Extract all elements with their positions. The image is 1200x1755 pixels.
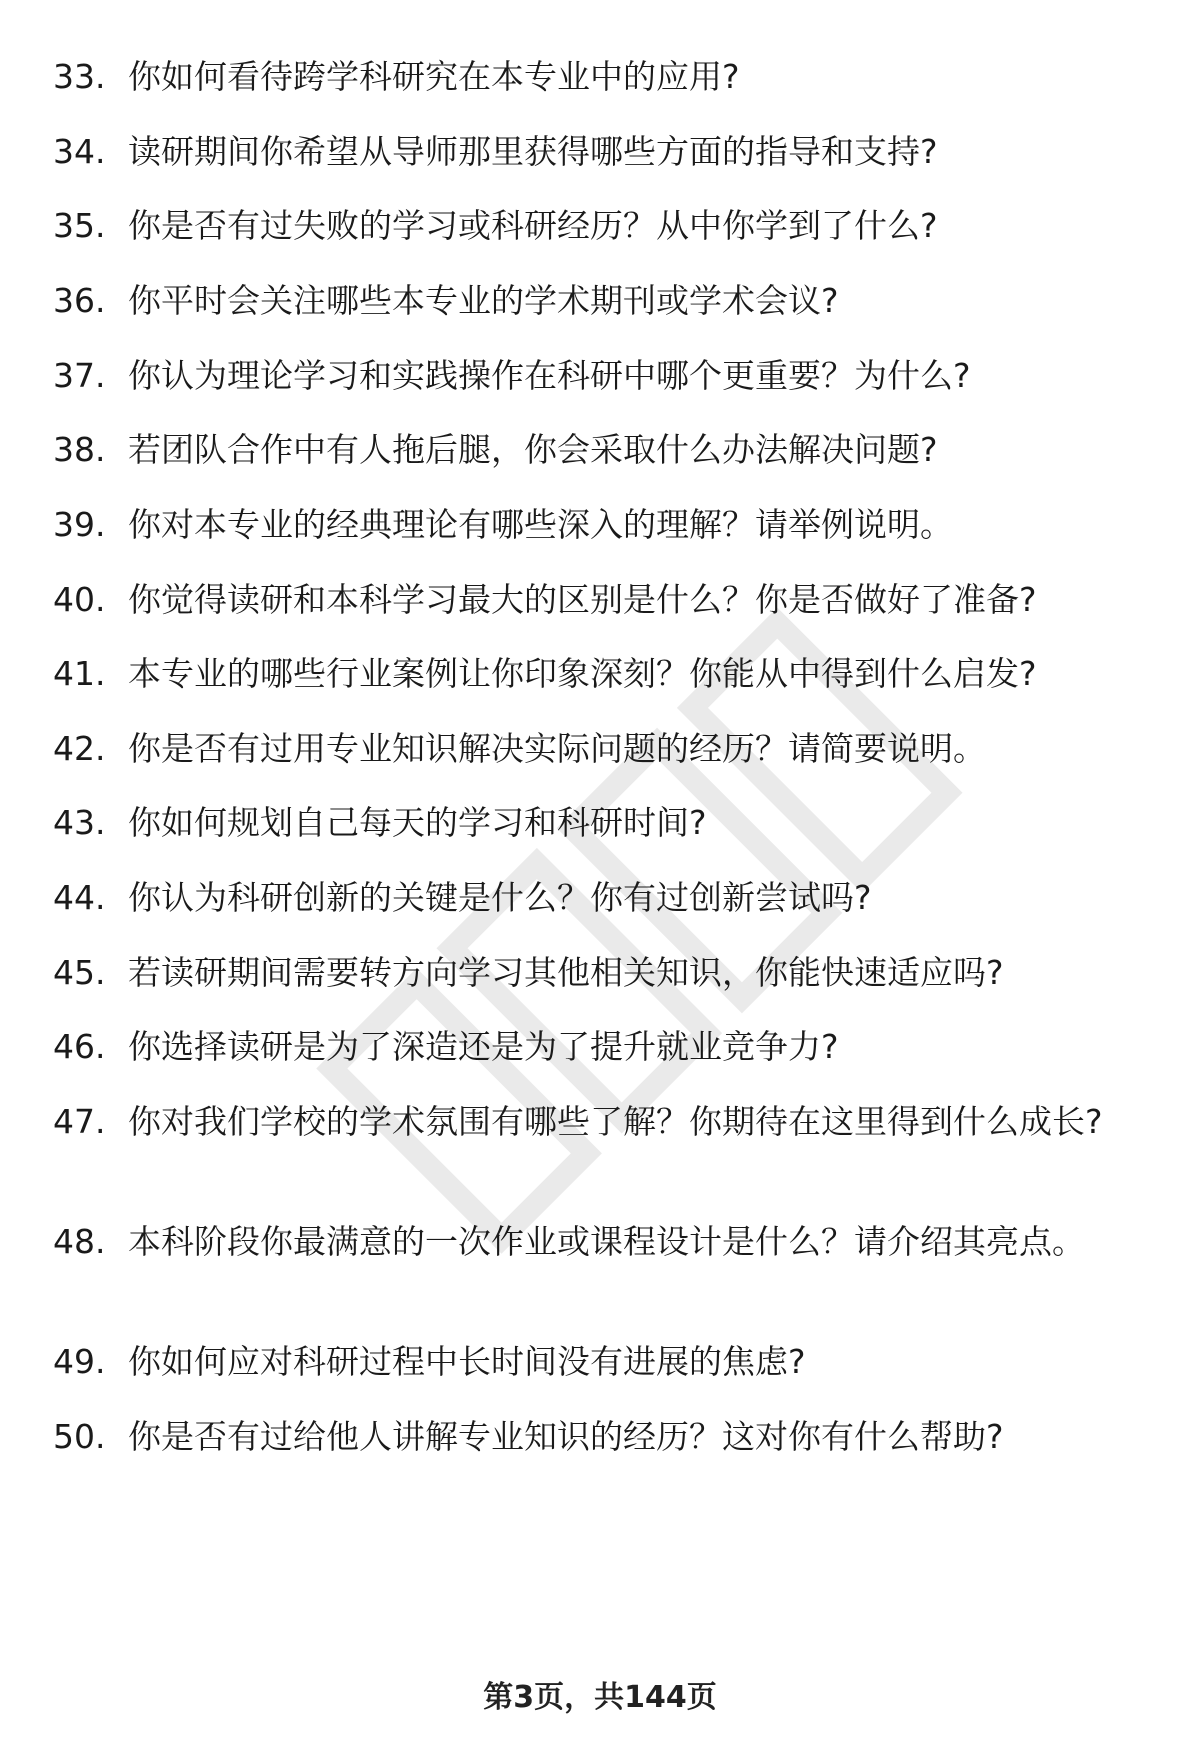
question-number: 47. xyxy=(53,1102,106,1141)
question-text: 你觉得读研和本科学习最大的区别是什么？你是否做好了准备? xyxy=(128,580,1037,619)
question-text: 你如何应对科研过程中长时间没有进展的焦虑? xyxy=(128,1342,806,1381)
question-number: 45. xyxy=(53,953,106,992)
question-number: 40. xyxy=(53,580,106,619)
question-text: 若团队合作中有人拖后腿，你会采取什么办法解决问题? xyxy=(128,430,938,469)
question-number: 50. xyxy=(53,1417,106,1456)
question-number: 43. xyxy=(53,803,106,842)
question-number: 33. xyxy=(53,57,106,96)
question-text: 若读研期间需要转方向学习其他相关知识，你能快速适应吗? xyxy=(128,953,1004,992)
question-text: 你是否有过失败的学习或科研经历？从中你学到了什么? xyxy=(128,206,938,245)
question-number: 36. xyxy=(53,281,106,320)
question-text: 你如何规划自己每天的学习和科研时间? xyxy=(128,803,707,842)
question-text: 本科阶段你最满意的一次作业或课程设计是什么？请介绍其亮点。 xyxy=(128,1222,1085,1261)
question-text: 你认为理论学习和实践操作在科研中哪个更重要？为什么? xyxy=(128,356,971,395)
question-text: 你对我们学校的学术氛围有哪些了解？你期待在这里得到什么成长? xyxy=(128,1102,1103,1141)
question-number: 34. xyxy=(53,132,106,171)
question-number: 39. xyxy=(53,505,106,544)
question-text: 你是否有过用专业知识解决实际问题的经历？请简要说明。 xyxy=(128,729,986,768)
question-number: 42. xyxy=(53,729,106,768)
page-footer xyxy=(0,1676,1200,1720)
question-number: 38. xyxy=(53,430,106,469)
question-number: 35. xyxy=(53,206,106,245)
question-number: 41. xyxy=(53,654,106,693)
question-text: 你认为科研创新的关键是什么？你有过创新尝试吗? xyxy=(128,878,872,917)
question-text: 你是否有过给他人讲解专业知识的经历？这对你有什么帮助? xyxy=(128,1417,1004,1456)
question-number: 37. xyxy=(53,356,106,395)
question-number: 49. xyxy=(53,1342,106,1381)
question-number: 44. xyxy=(53,878,106,917)
question-text: 你如何看待跨学科研究在本专业中的应用? xyxy=(128,57,740,96)
page-number-label: 第3页，共144页 xyxy=(483,1680,717,1715)
question-text: 本专业的哪些行业案例让你印象深刻？你能从中得到什么启发? xyxy=(128,654,1037,693)
question-text: 你平时会关注哪些本专业的学术期刊或学术会议? xyxy=(128,281,839,320)
question-number: 48. xyxy=(53,1222,106,1261)
question-text: 你选择读研是为了深造还是为了提升就业竞争力? xyxy=(128,1027,839,1066)
question-text: 读研期间你希望从导师那里获得哪些方面的指导和支持? xyxy=(128,132,938,171)
question-number: 46. xyxy=(53,1027,106,1066)
question-text: 你对本专业的经典理论有哪些深入的理解？请举例说明。 xyxy=(128,505,953,544)
